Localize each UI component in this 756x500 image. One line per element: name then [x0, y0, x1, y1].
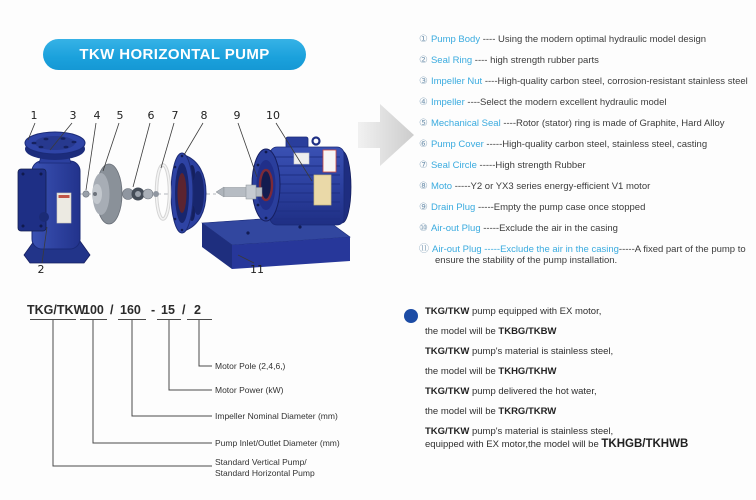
- part-number-11: 11: [250, 263, 264, 276]
- model-label-impeller-dia: Impeller Nominal Diameter (mm): [215, 411, 338, 421]
- part-name: Pump Cover: [430, 139, 484, 150]
- part-name: Pump Body: [430, 34, 481, 45]
- model-segment: /: [182, 303, 186, 317]
- o-ring: [157, 165, 170, 219]
- list-item: [419, 160, 753, 171]
- part-number-8: 8: [200, 109, 208, 122]
- note-bold: TKBG/TKBW: [498, 326, 557, 337]
- part-name: Impeller Nut: [430, 76, 483, 87]
- model-segment: TKG/TKW: [27, 303, 86, 317]
- list-item: [419, 97, 753, 108]
- list-item: [419, 181, 753, 192]
- list-item: [419, 76, 753, 87]
- shaft: [216, 185, 262, 199]
- part-desc: -----Y2 or YX3 series energy-efficient V1 motor: [452, 181, 651, 192]
- note-line: [425, 326, 749, 337]
- model-segment: 15: [161, 303, 175, 317]
- circled-number: ⑧: [419, 181, 428, 192]
- note-bold: TKRG/TKRW: [498, 406, 557, 417]
- model-segment: /: [110, 303, 114, 317]
- circled-number: ⑥: [419, 139, 428, 150]
- circled-number: ②: [419, 55, 428, 66]
- parts-list: [419, 34, 753, 276]
- list-item: [419, 223, 753, 234]
- part-name: Air-out Plug -----Exclude the air in the casing: [432, 244, 619, 255]
- part-number-5: 5: [116, 109, 124, 122]
- part-desc: -----A fixed part of the pump to ensure the stability of the pump installation.: [435, 244, 746, 266]
- list-item: [419, 244, 753, 266]
- part-name: Air-out Plug: [430, 223, 481, 234]
- part-number-2: 2: [37, 263, 45, 276]
- pump-cover: [171, 153, 206, 233]
- part-desc: -----Exclude the air in the casing: [480, 223, 618, 234]
- part-number-9: 9: [233, 109, 241, 122]
- note-bold: TKG/TKW: [425, 346, 470, 357]
- pump-exploded-diagram: [0, 95, 420, 295]
- note-text: the model will be: [425, 326, 499, 337]
- part-number-6: 6: [147, 109, 155, 122]
- part-number-4: 4: [93, 109, 101, 122]
- list-item: [419, 202, 753, 213]
- part-name: Impeller: [430, 97, 465, 108]
- pump-casing: [18, 132, 90, 263]
- part-name: Drain Plug: [430, 202, 476, 213]
- circled-number: ⑦: [419, 160, 428, 171]
- model-label-line: Standard Horizontal Pump: [215, 467, 315, 478]
- part-name: Seal Circle: [430, 160, 477, 171]
- motor: [252, 137, 351, 225]
- circled-number: ⑤: [419, 118, 428, 129]
- note-text: pump's material is stainless steel,: [469, 346, 614, 357]
- note-line: [425, 406, 749, 417]
- part-name: Moto: [430, 181, 453, 192]
- model-segment: 160: [120, 303, 141, 317]
- note-bold: TKG/TKW: [425, 306, 470, 317]
- right-arrow-icon: [358, 104, 414, 166]
- model-variants-notes: [404, 306, 749, 459]
- part-desc: ---- high strength rubber parts: [472, 55, 599, 66]
- model-segment: -: [151, 303, 156, 317]
- list-item: [419, 34, 753, 45]
- model-connector-lines: [0, 295, 400, 495]
- mechanical-seal: [123, 188, 160, 201]
- note-bold: TKHG/TKHW: [498, 366, 557, 377]
- part-name: Seal Ring: [430, 55, 473, 66]
- part-desc: -----Empty the pump case once stopped: [475, 202, 646, 213]
- note-text: equipped with EX motor,the model will be: [425, 439, 602, 450]
- circled-number: ④: [419, 97, 428, 108]
- bullet-icon: [404, 309, 418, 323]
- circled-number: ③: [419, 76, 428, 87]
- note-text: the model will be: [425, 406, 499, 417]
- list-item: [419, 118, 753, 129]
- note-line: [425, 386, 749, 397]
- model-segment: 100: [83, 303, 104, 317]
- title-banner: [43, 39, 306, 70]
- circled-number: ⑪: [419, 244, 429, 255]
- note-text: the model will be: [425, 366, 499, 377]
- model-label-motor-pole: Motor Pole (2,4,6,): [215, 361, 286, 371]
- note-text: pump's material is stainless steel,: [469, 426, 614, 437]
- model-label-motor-power: Motor Power (kW): [215, 385, 284, 395]
- part-desc: ---- Using the modern optimal hydraulic model design: [480, 34, 707, 45]
- part-name: Mechanical Seal: [430, 118, 501, 129]
- note-line: [425, 426, 749, 437]
- model-label-line: Standard Vertical Pump/: [215, 457, 307, 467]
- note-bold-model: TKHGB/TKHWB: [601, 438, 689, 450]
- part-number-3: 3: [69, 109, 77, 122]
- part-desc: ----Rotor (stator) ring is made of Graphite, Hard Alloy: [500, 118, 725, 129]
- list-item: [419, 55, 753, 66]
- note-line: [425, 366, 749, 377]
- part-desc: -----High-quality carbon steel, stainless steel, casting: [483, 139, 708, 150]
- circled-number: ⑩: [419, 223, 428, 234]
- note-line: [425, 346, 749, 357]
- part-desc: ----Select the modern excellent hydraulic model: [464, 97, 667, 108]
- model-label-standard-pump: [215, 457, 315, 478]
- note-line: [425, 439, 749, 450]
- note-text: pump delivered the hot water,: [469, 386, 597, 397]
- part-desc: ----High-quality carbon steel, corrosion-resistant stainless steel: [482, 76, 748, 87]
- part-number-10: 10: [266, 109, 280, 122]
- part-number-7: 7: [171, 109, 179, 122]
- note-text: pump equipped with EX motor,: [469, 306, 602, 317]
- note-bold: TKG/TKW: [425, 426, 470, 437]
- model-segment: 2: [194, 303, 201, 317]
- page-title: TKW HORIZONTAL PUMP: [79, 46, 270, 63]
- impeller-nut: [83, 191, 89, 197]
- impeller: [92, 164, 122, 224]
- model-label-inlet-outlet: Pump Inlet/Outlet Diameter (mm): [215, 438, 340, 448]
- part-number-1: 1: [30, 109, 38, 122]
- circled-number: ⑨: [419, 202, 428, 213]
- part-desc: -----High strength Rubber: [476, 160, 586, 171]
- note-line: [425, 306, 749, 317]
- list-item: [419, 139, 753, 150]
- note-bold: TKG/TKW: [425, 386, 470, 397]
- circled-number: ①: [419, 34, 428, 45]
